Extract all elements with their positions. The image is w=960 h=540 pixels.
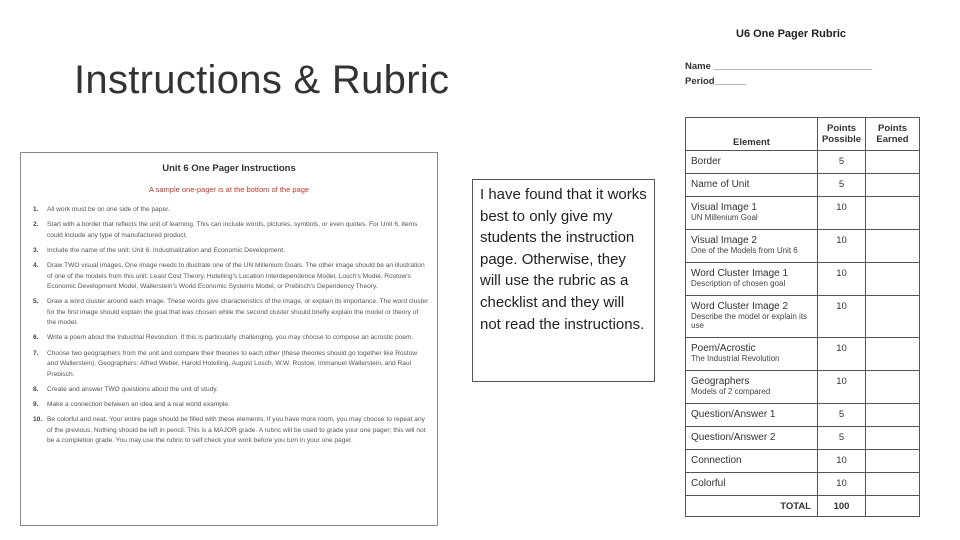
- rubric-element-cell: [686, 371, 818, 404]
- instruction-number: 2.: [33, 221, 39, 229]
- rubric-points-earned: [866, 338, 920, 371]
- rubric-points-possible: 5: [818, 427, 866, 450]
- instructions-title: Unit 6 One Pager Instructions: [162, 163, 296, 174]
- rubric-points-earned: [866, 151, 920, 174]
- rubric-points-possible: 10: [818, 371, 866, 404]
- rubric-row: [686, 197, 920, 230]
- rubric-points-possible: 10: [818, 450, 866, 473]
- rubric-points-earned: [866, 197, 920, 230]
- instruction-item: [33, 220, 429, 241]
- rubric-element-cell: [686, 450, 818, 473]
- instruction-item: [33, 261, 429, 293]
- rubric-table: [685, 117, 920, 517]
- rubric-element-description: The Industrial Revolution: [691, 354, 780, 363]
- instruction-number: 6.: [33, 334, 39, 342]
- rubric-element-name: Geographers: [691, 376, 750, 387]
- rubric-points-possible: 10: [818, 473, 866, 496]
- instruction-item: [33, 205, 429, 216]
- instruction-text: Draw a word cluster around each image. These words give characteristics of the image, or explain its importance. The word cluster for the first image should explain the goal that was chosen while the second cluster should briefly explain the model or theory of the model.: [47, 298, 429, 327]
- rubric-element-name: Word Cluster Image 1: [691, 268, 789, 279]
- instruction-number: 8.: [33, 385, 39, 393]
- instruction-item: [33, 297, 429, 329]
- rubric-points-earned: [866, 296, 920, 338]
- teacher-note: I have found that it works best to only give my students the instruction page. Otherwise, they will use the rubric as a checklist and they will not read the instructions.: [472, 179, 655, 382]
- instruction-text: All work must be on one side of the paper.: [47, 206, 170, 213]
- rubric-element-cell: [686, 473, 818, 496]
- header-points-possible: Points Possible: [818, 118, 866, 151]
- rubric-element-name: Word Cluster Image 2: [691, 301, 789, 312]
- rubric-points-possible: 5: [818, 174, 866, 197]
- rubric-element-cell: [686, 174, 818, 197]
- instruction-text: Write a poem about the Industrial Revolution. If this is particularly challenging, you may choose to compose an acrostic poem.: [47, 334, 414, 342]
- rubric-points-earned: [866, 427, 920, 450]
- rubric-element-name: Poem/Acrostic: [691, 343, 756, 354]
- rubric-total-earned: [866, 496, 920, 517]
- rubric-name-line: Name ______________________________: [685, 61, 873, 72]
- instructions-document: [20, 152, 438, 526]
- rubric-element-cell: [686, 197, 818, 230]
- rubric-element-cell: [686, 338, 818, 371]
- rubric-header-row: [686, 118, 920, 151]
- instructions-list: [33, 205, 429, 451]
- instruction-item: [33, 349, 429, 381]
- instruction-number: 4.: [33, 262, 39, 270]
- rubric-points-earned: [866, 473, 920, 496]
- rubric-points-possible: 10: [818, 296, 866, 338]
- rubric-element-cell: [686, 427, 818, 450]
- rubric-row: [686, 404, 920, 427]
- rubric-element-cell: [686, 230, 818, 263]
- rubric-element-name: Visual Image 2: [691, 235, 757, 246]
- instruction-item: [33, 415, 429, 447]
- rubric-element-description: One of the Models from Unit 6: [691, 246, 798, 255]
- slide-title: Instructions & Rubric: [74, 58, 450, 102]
- rubric-element-name: Border: [691, 156, 722, 167]
- rubric-element-description: Models of 2 compared: [691, 387, 771, 396]
- rubric-row: [686, 450, 920, 473]
- rubric-element-name: Question/Answer 2: [691, 432, 776, 443]
- rubric-element-cell: [686, 263, 818, 296]
- rubric-points-possible: 5: [818, 404, 866, 427]
- instruction-item: [33, 400, 429, 411]
- rubric-total-row: [686, 496, 920, 517]
- rubric-element-name: Name of Unit: [691, 179, 750, 190]
- instruction-number: 1.: [33, 206, 39, 213]
- instruction-item: [33, 385, 429, 396]
- rubric-points-possible: 10: [818, 263, 866, 296]
- rubric-element-name: Connection: [691, 455, 742, 466]
- rubric-total-points: 100: [818, 496, 866, 517]
- rubric-row: [686, 371, 920, 404]
- rubric-element-cell: [686, 296, 818, 338]
- rubric-row: [686, 338, 920, 371]
- rubric-element-cell: [686, 404, 818, 427]
- header-element: Element: [686, 118, 818, 151]
- instruction-item: [33, 246, 429, 257]
- rubric-points-earned: [866, 263, 920, 296]
- rubric-points-earned: [866, 450, 920, 473]
- rubric-total-label: TOTAL: [686, 496, 818, 517]
- rubric-row: [686, 151, 920, 174]
- rubric-points-earned: [866, 404, 920, 427]
- rubric-period-line: Period______: [685, 76, 747, 87]
- rubric-points-earned: [866, 230, 920, 263]
- rubric-element-cell: [686, 151, 818, 174]
- header-points-earned: Points Earned: [866, 118, 920, 151]
- instruction-text: Choose two geographers from the unit and compare their theories to each other (these theories should go together like Rostow and Wallerstein). Geographers: Alfred Weber, Harold Hotelling, August Losch, W.W. Rostow, Immanuel Wallerstein, and Raul Prebisch.: [47, 349, 418, 378]
- rubric-points-possible: 10: [818, 338, 866, 371]
- instruction-text: Be colorful and neat. Your entire page should be filled with these elements. If you have more room, you may choose to repeat any of the previous. Nothing should be left in pencil. This is a MAJOR grade. A rubric will be used to grade your one pager; this will not be a completion grade. You may use the rubric to self check your work before you turn in your one pager.: [47, 416, 426, 445]
- rubric-element-description: Description of chosen goal: [691, 279, 786, 288]
- instruction-text: Create and answer TWO questions about the unit of study.: [47, 385, 218, 393]
- rubric-row: [686, 296, 920, 338]
- rubric-row: [686, 263, 920, 296]
- rubric-element-name: Visual Image 1: [691, 202, 757, 213]
- rubric-points-earned: [866, 371, 920, 404]
- instruction-text: Make a connection between an idea and a real world example.: [47, 401, 230, 408]
- instruction-number: 9.: [33, 401, 39, 408]
- instruction-number: 3.: [33, 246, 39, 254]
- instruction-number: 10.: [33, 416, 43, 424]
- rubric-row: [686, 473, 920, 496]
- instruction-text: Start with a border that reflects the unit of learning. This can include words, pictures, symbols, or even quotes. For Unit 6, items could include any type of manufactured product.: [47, 221, 418, 239]
- rubric-row: [686, 230, 920, 263]
- rubric-points-earned: [866, 174, 920, 197]
- rubric-element-description: UN Millenium Goal: [691, 213, 758, 222]
- instruction-number: 7.: [33, 349, 39, 357]
- rubric-element-name: Question/Answer 1: [691, 409, 776, 420]
- instruction-number: 5.: [33, 298, 39, 306]
- rubric-points-possible: 10: [818, 230, 866, 263]
- rubric-row: [686, 427, 920, 450]
- instruction-item: [33, 333, 429, 344]
- rubric-points-possible: 10: [818, 197, 866, 230]
- rubric-row: [686, 174, 920, 197]
- instruction-text: Include the name of the unit: Unit 6: Industrialization and Economic Development.: [47, 246, 285, 254]
- rubric-title: U6 One Pager Rubric: [736, 28, 847, 40]
- rubric-points-possible: 5: [818, 151, 866, 174]
- instructions-subtitle: A sample one-pager is at the bottom of the page: [148, 185, 310, 194]
- instruction-text: Draw TWO visual images. One image needs to illustrate one of the UN Millenium Goals. The other image should be an illustration of one of the models from this unit: Least Cost Theory, Hotelling's Location Interdependence Model, Losch's Model, Rostow's Economic Development Model, Wallerstein's World Economic Systems Model, or Prebisch's Dependency Theory.: [47, 262, 425, 291]
- rubric-element-name: Colorful: [691, 478, 726, 489]
- rubric-element-description: Describe the model or explain its use: [691, 312, 808, 330]
